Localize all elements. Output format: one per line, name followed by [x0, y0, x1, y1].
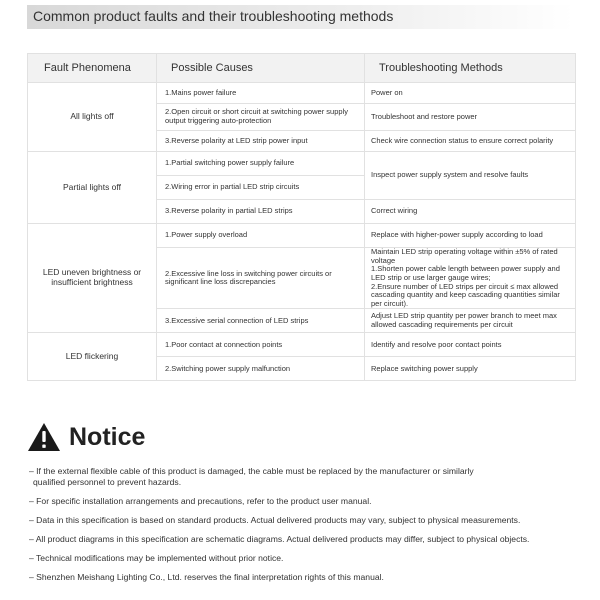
method-cell [365, 248, 576, 309]
cause-cell: 3.Excessive serial connection of LED strips [157, 309, 365, 333]
method-cell: Inspect power supply system and resolve faults [365, 152, 576, 200]
section-header [27, 5, 574, 29]
notice-line: – Shenzhen Meishang Lighting Co., Ltd. reserves the final interpretation rights of this manual. [29, 572, 384, 582]
fault-cell: All lights off [28, 83, 157, 152]
cause-cell: 2.Switching power supply malfunction [157, 357, 365, 381]
notice-line: – All product diagrams in this specification are schematic diagrams. Actual delivered products may differ, subject to physical objects. [29, 534, 530, 544]
section-title: Common product faults and their troubleshooting methods [33, 8, 394, 24]
method-cell: Check wire connection status to ensure correct polarity [365, 131, 576, 152]
notice-line: – If the external flexible cable of this product is damaged, the cable must be replaced by the manufacturer or similarly [29, 466, 474, 476]
table-row [28, 333, 576, 357]
method-cell: Identify and resolve poor contact points [365, 333, 576, 357]
column-header-causes: Possible Causes [157, 54, 365, 83]
method-cell: Power on [365, 83, 576, 104]
method-cell: Troubleshoot and restore power [365, 104, 576, 131]
notice-title-row [27, 422, 587, 452]
table-header-row [28, 54, 576, 83]
table-row [28, 224, 576, 248]
notice-list [29, 466, 589, 583]
cause-cell: 2.Excessive line loss in switching power circuits or significant line loss discrepancies [157, 248, 365, 309]
cause-cell: 1.Power supply overload [157, 224, 365, 248]
cause-cell: 1.Mains power failure [157, 83, 365, 104]
warning-triangle-icon [27, 422, 61, 452]
notice-line: – For specific installation arrangements and precautions, refer to the product user manual. [29, 496, 372, 506]
cause-cell: 1.Poor contact at connection points [157, 333, 365, 357]
table-row [28, 83, 576, 104]
notice-line: qualified personnel to prevent hazards. [33, 477, 182, 487]
method-line: 1.Shorten power cable length between power supply and LED strip or use larger gauge wires; [371, 264, 560, 282]
notice-section [27, 422, 587, 452]
table-row [28, 152, 576, 176]
fault-cell: Partial lights off [28, 152, 157, 224]
method-line: Maintain LED strip operating voltage within ±5% of rated voltage [371, 247, 558, 265]
fault-cell: LED uneven brightness or insufficient brightness [28, 224, 157, 333]
fault-table [27, 53, 576, 381]
fault-cell: LED flickering [28, 333, 157, 381]
column-header-fault: Fault Phenomena [28, 54, 157, 83]
method-cell: Adjust LED strip quantity per power branch to meet max allowed cascading requirements per circuit [365, 309, 576, 333]
notice-line: – Data in this specification is based on standard products. Actual delivered products may vary, subject to physical measurements. [29, 515, 521, 525]
method-cell: Replace with higher-power supply according to load [365, 224, 576, 248]
cause-cell: 3.Reverse polarity at LED strip power input [157, 131, 365, 152]
notice-line: – Technical modifications may be implemented without prior notice. [29, 553, 284, 563]
method-line: 2.Ensure number of LED strips per circuit ≤ max allowed cascading quantity and keep cascading quantities similar per circuit). [371, 281, 560, 308]
notice-title: Notice [69, 422, 146, 451]
cause-cell: 2.Open circuit or short circuit at switching power supply output triggering auto-protection [157, 104, 365, 131]
cause-cell: 3.Reverse polarity in partial LED strips [157, 200, 365, 224]
column-header-methods: Troubleshooting Methods [365, 54, 576, 83]
method-cell: Correct wiring [365, 200, 576, 224]
cause-cell: 1.Partial switching power supply failure [157, 152, 365, 176]
cause-cell: 2.Wiring error in partial LED strip circuits [157, 176, 365, 200]
method-cell: Replace switching power supply [365, 357, 576, 381]
